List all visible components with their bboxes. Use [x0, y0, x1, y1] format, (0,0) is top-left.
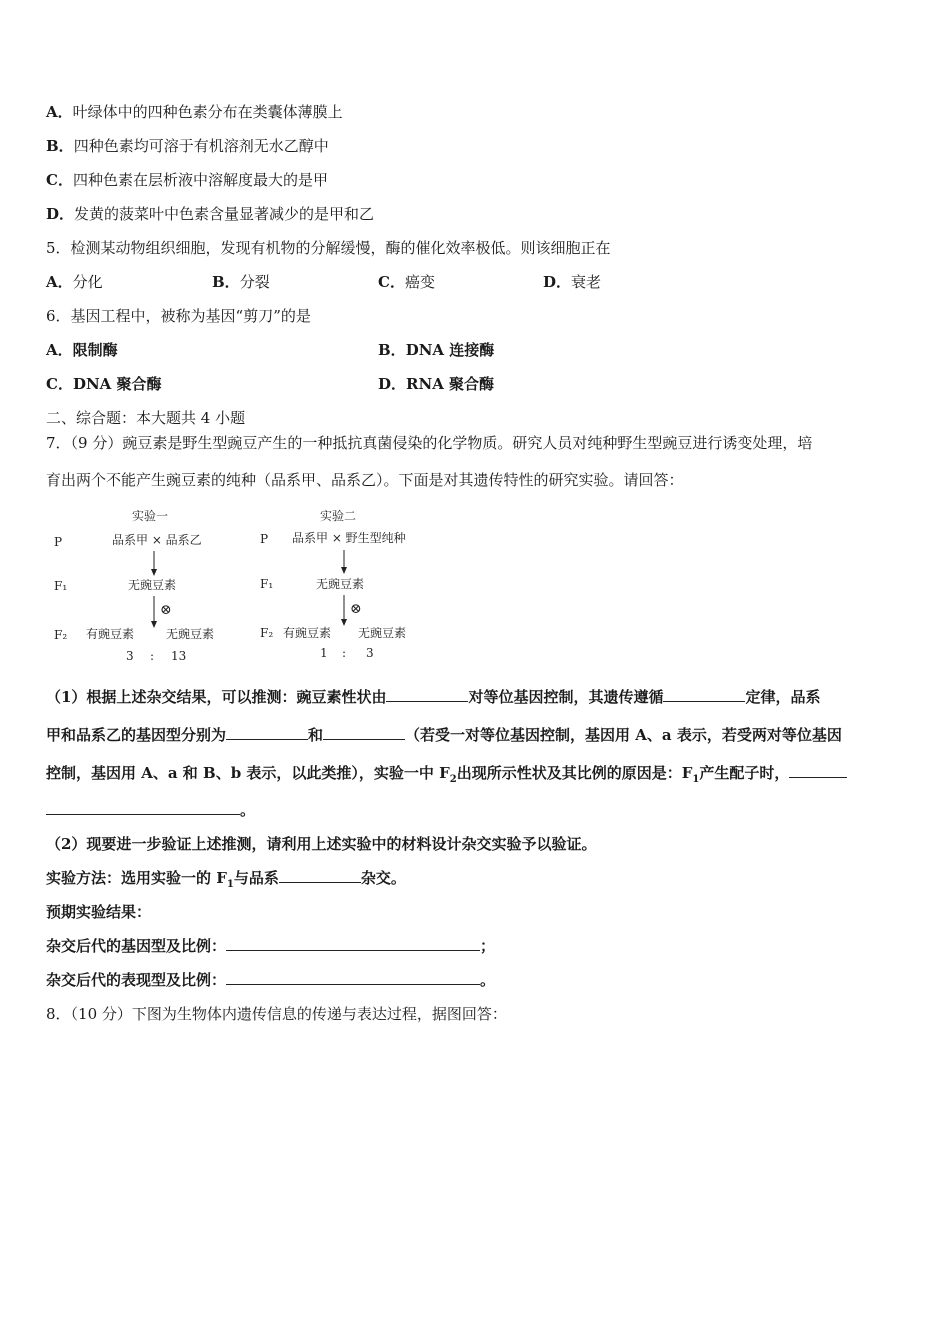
q4-option-c: C．四种色素在层析液中溶解度最大的是甲: [46, 171, 328, 189]
q7-stem-line1: 7．（9 分）豌豆素是野生型豌豆产生的一种抵抗真菌侵染的化学物质。研究人员对纯种野生型豌豆进行诱变处理，培: [46, 434, 813, 452]
exp2-ratio-sep: :: [342, 646, 347, 660]
q6-option-b: B．DNA 连接酶: [378, 341, 495, 359]
q7-part1-line4: 。: [46, 800, 255, 820]
q7-stem-line2: 育出两个不能产生豌豆素的纯种（品系甲、品系乙）。下面是对其遗传特性的研究实验。请回答：: [46, 471, 684, 489]
exp2-f1: 无豌豆素: [316, 577, 365, 591]
section-title: 二、综合题：本大题共 4 小题: [46, 409, 246, 427]
q5-option-d: D．衰老: [543, 273, 602, 291]
q7-part1-line3: 控制，基因用 A、a 和 B、b 表示，以此类推），实验一中 $F_2$出现所示性状及其比例的原因是：$F_1$产生配子时，: [46, 763, 847, 783]
q7-phenotype: 杂交后代的表现型及比例： 。: [46, 971, 496, 989]
exp1-cross: 品系甲 × 品系乙: [112, 533, 202, 547]
exp1-f2-right: 无豌豆素: [166, 627, 215, 641]
exp2-f2-label: F₂: [260, 626, 274, 640]
exp2-f2-right: 无豌豆素: [358, 626, 407, 640]
exp1-f2-label: F₂: [54, 628, 68, 642]
exp1-ratio-right: 13: [171, 649, 187, 663]
q6-option-c: C．DNA 聚合酶: [46, 375, 162, 393]
exp2-p-label: P: [260, 532, 269, 546]
q4-option-d: D．发黄的菠菜叶中色素含量显著减少的是甲和乙: [46, 205, 375, 223]
exp2-arrowhead-f1-f2: [341, 619, 347, 626]
answer-blank-genotype-jia[interactable]: [226, 725, 308, 740]
q5-stem: 5．检测某动物组织细胞，发现有机物的分解缓慢，酶的催化效率极低。则该细胞正在: [46, 239, 611, 257]
exp2-ratio-right: 3: [366, 646, 374, 660]
exp2-f2-left: 有豌豆素: [283, 626, 332, 640]
answer-blank-pairs[interactable]: [386, 687, 468, 702]
exp1-f1-label: F₁: [54, 579, 68, 593]
q7-part1-line1: （1）根据上述杂交结果，可以推测：豌豆素性状由 对等位基因控制，其遗传遵循 定律，品系: [46, 688, 821, 706]
answer-blank-genotype-yi[interactable]: [323, 725, 405, 740]
exp2-selfing: ⊗: [350, 601, 362, 617]
answer-blank-law[interactable]: [663, 687, 745, 702]
answer-blank-reason-b[interactable]: [46, 800, 240, 815]
q8-stem: 8．（10 分）下图为生物体内遗传信息的传递与表达过程，据图回答：: [46, 1005, 507, 1023]
exp1-p-label: P: [54, 535, 63, 549]
cross-diagram: [40, 500, 440, 675]
exp2-f1-label: F₁: [260, 577, 274, 591]
exp1-arrowhead-f1-f2: [151, 621, 157, 628]
q6-option-d: D．RNA 聚合酶: [378, 375, 495, 393]
exp1-ratio-left: 3: [126, 649, 134, 663]
exp1-ratio-sep: :: [150, 649, 155, 663]
q7-part1-line2: 甲和品系乙的基因型分别为 和 （若受一对等位基因控制，基因用 A、a 表示，若受两对等位基因: [46, 726, 842, 744]
q4-option-b: B．四种色素均可溶于有机溶剂无水乙醇中: [46, 137, 329, 155]
q7-part2: （2）现要进一步验证上述推测，请利用上述实验中的材料设计杂交实验予以验证。: [46, 835, 597, 853]
q6-stem: 6．基因工程中，被称为基因“剪刀”的是: [46, 307, 311, 325]
answer-blank-reason-a[interactable]: [789, 763, 847, 778]
q5-option-c: C．癌变: [378, 273, 435, 291]
answer-blank-strain[interactable]: [279, 868, 361, 883]
q4-option-a: A．叶绿体中的四种色素分布在类囊体薄膜上: [46, 103, 343, 121]
exp1-arrowhead-p-f1: [151, 569, 157, 576]
answer-blank-phenotype-ratio[interactable]: [226, 970, 480, 985]
exp2-arrowhead-p-f1: [341, 567, 347, 574]
exp1-f1: 无豌豆素: [128, 578, 177, 592]
answer-blank-genotype-ratio[interactable]: [226, 936, 480, 951]
q7-method: 实验方法：选用实验一的 $F_1$与品系 杂交。: [46, 869, 406, 890]
q7-expected: 预期实验结果：: [46, 903, 152, 921]
q6-option-a: A．限制酶: [46, 341, 118, 359]
q7-genotype: 杂交后代的基因型及比例： ；: [46, 937, 496, 955]
q5-option-b: B．分裂: [212, 273, 270, 291]
q5-option-a: A．分化: [46, 273, 103, 291]
exp1-selfing: ⊗: [160, 602, 172, 618]
exp2-title: 实验二: [320, 509, 357, 523]
exp2-cross: 品系甲 × 野生型纯种: [292, 531, 406, 545]
exp2-ratio-left: 1: [320, 646, 328, 660]
exp1-title: 实验一: [132, 509, 169, 523]
exp1-f2-left: 有豌豆素: [86, 627, 135, 641]
